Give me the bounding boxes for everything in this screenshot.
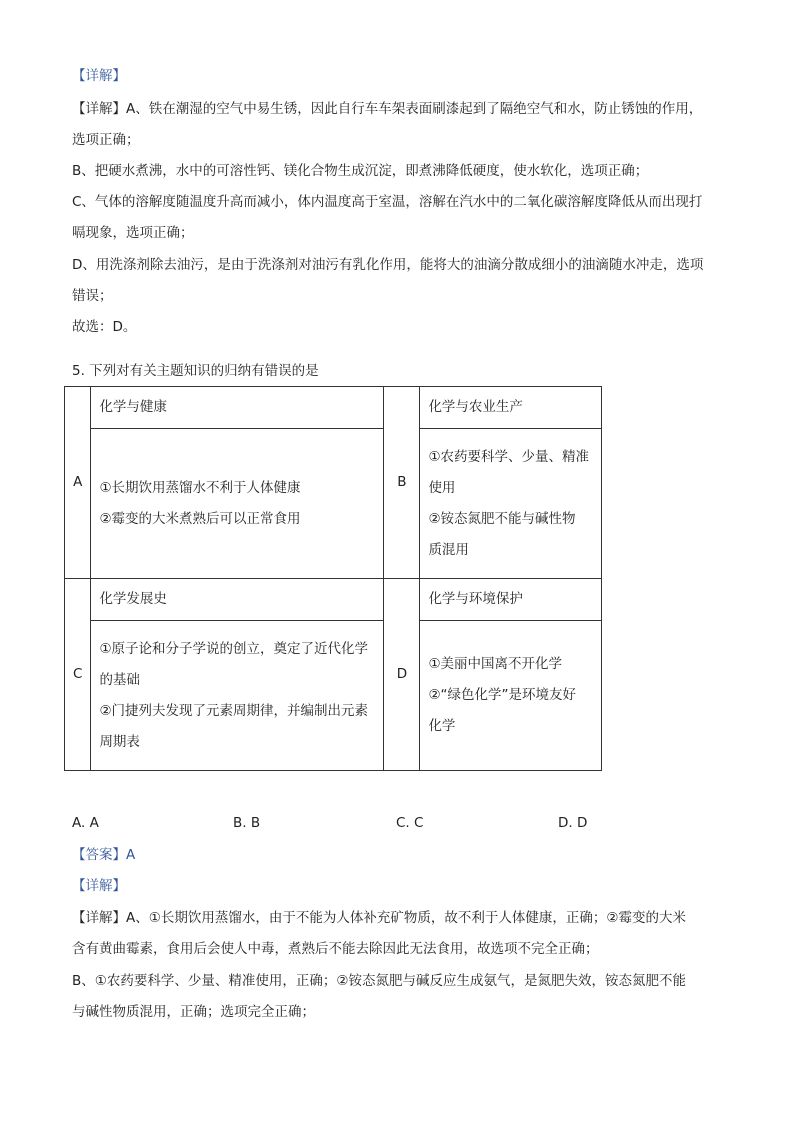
detail-line: 错误； xyxy=(72,288,113,304)
answer-detail-heading: 【详解】 xyxy=(72,878,126,894)
detail-line: C、气体的溶解度随温度升高而减小，体内温度高于室温，溶解在汽水中的二氧化碳溶解度降低从而出现打 xyxy=(72,194,703,210)
answer-line: 【详解】A、①长期饮用蒸馏水，由于不能为人体补充矿物质，故不利于人体健康，正确；②霉变的大米 xyxy=(72,910,686,926)
cell-b-line: ①农药要科学、少量、精准 xyxy=(428,448,590,465)
cell-c-content xyxy=(91,621,384,771)
option-c[interactable]: C. C xyxy=(396,815,424,831)
row-letter-c: C xyxy=(65,579,91,771)
detail-line: 选项正确； xyxy=(72,132,140,148)
answer-label: 【答案】A xyxy=(72,847,136,863)
detail-line: 故选：D。 xyxy=(72,319,137,335)
cell-c-line: 的基础 xyxy=(99,671,140,688)
cell-d-title: 化学与环境保护 xyxy=(420,579,602,621)
cell-c-title: 化学发展史 xyxy=(91,579,384,621)
detail-line: D、用洗涤剂除去油污，是由于洗涤剂对油污有乳化作用，能将大的油滴分散成细小的油滴随水冲走，选项 xyxy=(72,257,704,273)
cell-a-content xyxy=(91,429,384,579)
row-letter-d: D xyxy=(384,579,420,771)
cell-c-line: ②门捷列夫发现了元素周期律，并编制出元素 xyxy=(99,702,369,719)
cell-b-line: 质混用 xyxy=(428,541,469,558)
cell-b-content xyxy=(420,429,602,579)
row-letter-b: B xyxy=(384,387,420,579)
option-a[interactable]: A. A xyxy=(72,815,99,831)
option-b[interactable]: B. B xyxy=(233,815,261,831)
detail-line: 【详解】A、铁在潮湿的空气中易生锈，因此自行车车架表面刷漆起到了隔绝空气和水，防止锈蚀的作用， xyxy=(72,101,703,117)
cell-b-title: 化学与农业生产 xyxy=(420,387,602,429)
answer-line: 与碱性物质混用，正确；选项完全正确； xyxy=(72,1004,315,1020)
cell-d-content xyxy=(420,621,602,771)
detail-line: B、把硬水煮沸，水中的可溶性钙、镁化合物生成沉淀，即煮沸降低硬度，使水软化，选项正确； xyxy=(72,163,649,179)
cell-b-line: ②铵态氮肥不能与碱性物 xyxy=(428,510,576,527)
answer-line: B、①农药要科学、少量、精准使用，正确；②铵态氮肥与碱反应生成氨气，是氮肥失效，铵态氮肥不能 xyxy=(72,973,686,989)
row-letter-a: A xyxy=(65,387,91,579)
cell-a-line: ②霉变的大米煮熟后可以正常食用 xyxy=(99,510,301,527)
cell-a-line: ①长期饮用蒸馏水不利于人体健康 xyxy=(99,479,301,496)
knowledge-table xyxy=(64,386,602,771)
question-stem: 5. 下列对有关主题知识的归纳有错误的是 xyxy=(72,363,319,379)
cell-b-line: 使用 xyxy=(428,479,456,496)
cell-c-line: 周期表 xyxy=(99,733,140,750)
cell-d-line: 化学 xyxy=(428,718,456,734)
cell-d-line: ②“绿色化学”是环境友好 xyxy=(428,687,577,703)
cell-c-line: ①原子论和分子学说的创立，奠定了近代化学 xyxy=(99,640,369,657)
cell-a-title: 化学与健康 xyxy=(91,387,384,429)
detail-line: 嗝现象，选项正确； xyxy=(72,225,194,241)
cell-d-line: ①美丽中国离不开化学 xyxy=(428,656,563,672)
detail-heading: 【详解】 xyxy=(72,68,126,84)
answer-line: 含有黄曲霉素，食用后会使人中毒，煮熟后不能去除因此无法食用，故选项不完全正确； xyxy=(72,941,599,957)
option-d[interactable]: D. D xyxy=(558,815,588,831)
